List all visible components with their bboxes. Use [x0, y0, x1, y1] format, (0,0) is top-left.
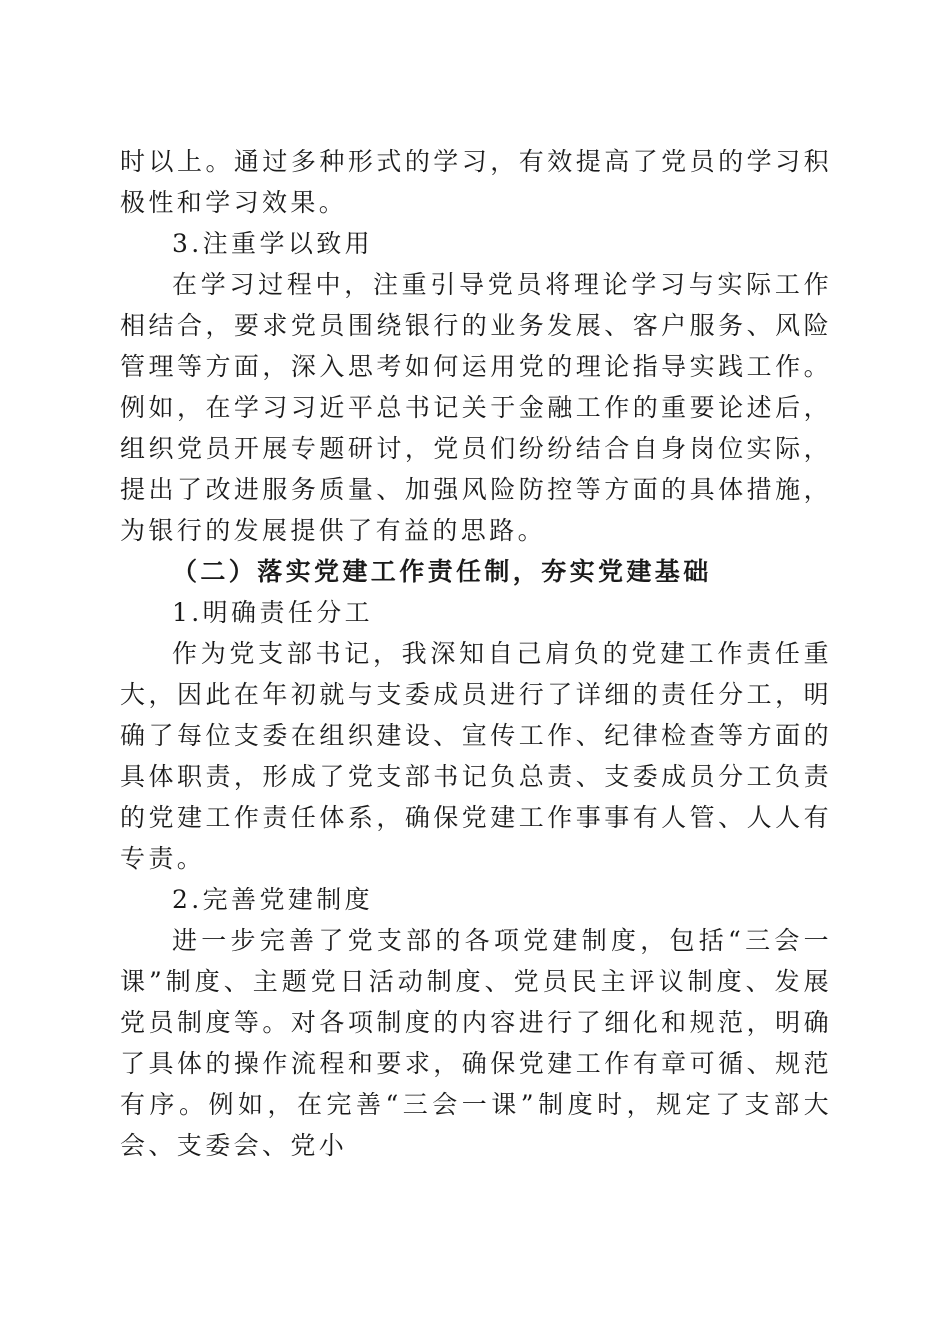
section-heading-responsibility: （二）落实党建工作责任制，夯实党建基础	[172, 557, 712, 586]
paragraph-improve-system: 进一步完善了党支部的各项党建制度，包括“三会一课”制度、主题党日活动制度、党员民主评议制度、发展党员制度等。对各项制度的内容进行了细化和规范，明确了具体的操作流程和要求，确保党建工作有章可循、规范有序。例如，在完善“三会一课”制度时，规定了支部大会、支委会、党小	[120, 926, 832, 1160]
paragraph-continuation: 时以上。通过多种形式的学习，有效提高了党员的学习积极性和学习效果。	[120, 147, 832, 217]
subheading-clarify-duties: 1.明确责任分工	[172, 598, 374, 627]
document-body	[120, 141, 832, 1166]
paragraph-clarify-duties: 作为党支部书记，我深知自己肩负的党建工作责任重大，因此在年初就与支委成员进行了详细的责任分工，明确了每位支委在组织建设、宣传工作、纪律检查等方面的具体职责，形成了党支部书记负总责、支委成员分工负责的党建工作责任体系，确保党建工作事事有人管、人人有专责。	[120, 639, 832, 873]
paragraph-apply-learning: 在学习过程中，注重引导党员将理论学习与实际工作相结合，要求党员围绕银行的业务发展、客户服务、风险管理等方面，深入思考如何运用党的理论指导实践工作。例如，在学习习近平总书记关于金融工作的重要论述后，组织党员开展专题研讨，党员们纷纷结合自身岗位实际，提出了改进服务质量、加强风险防控等方面的具体措施，为银行的发展提供了有益的思路。	[120, 270, 832, 545]
subheading-improve-system: 2.完善党建制度	[172, 885, 374, 914]
subheading-apply-learning: 3.注重学以致用	[172, 229, 374, 258]
